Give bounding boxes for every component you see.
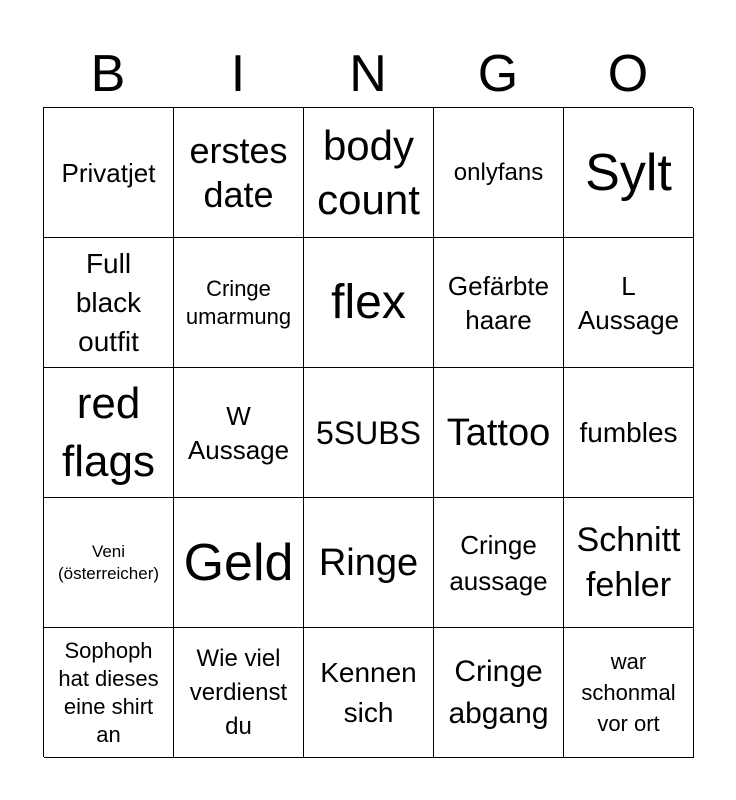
cell-text: Sylt bbox=[585, 143, 672, 202]
header-letter-n: N bbox=[349, 45, 387, 103]
bingo-cell[interactable] bbox=[304, 628, 434, 758]
cell-text: 5SUBS bbox=[316, 414, 421, 451]
bingo-cell[interactable] bbox=[44, 368, 174, 498]
cell-text: Ringe bbox=[318, 541, 419, 584]
bingo-cell[interactable] bbox=[174, 238, 304, 368]
cell-text: Veni (österreicher) bbox=[57, 541, 160, 583]
cell-text: erstes date bbox=[189, 129, 288, 215]
bingo-cell[interactable] bbox=[174, 368, 304, 498]
header-letter-g: G bbox=[477, 45, 519, 103]
bingo-cell[interactable] bbox=[434, 498, 564, 628]
bingo-cell[interactable] bbox=[44, 238, 174, 368]
bingo-cell[interactable] bbox=[304, 108, 434, 238]
cell-text: Wie viel verdienst du bbox=[189, 644, 288, 740]
cell-text: onlyfans bbox=[453, 158, 544, 186]
bingo-cell[interactable] bbox=[564, 368, 694, 498]
cell-text: L Aussage bbox=[577, 270, 680, 335]
cell-text: body count bbox=[317, 121, 420, 223]
cell-text: Privatjet bbox=[61, 157, 156, 188]
cell-text: Cringe aussage bbox=[449, 529, 548, 596]
bingo-cell[interactable] bbox=[174, 628, 304, 758]
bingo-cell[interactable] bbox=[564, 238, 694, 368]
bingo-header bbox=[43, 42, 693, 106]
bingo-cell[interactable] bbox=[434, 238, 564, 368]
cell-text: flex bbox=[331, 275, 406, 329]
bingo-cell[interactable] bbox=[44, 498, 174, 628]
bingo-cell[interactable] bbox=[564, 108, 694, 238]
bingo-cell[interactable] bbox=[304, 498, 434, 628]
cell-text: war schonmal vor ort bbox=[581, 649, 676, 736]
cell-text: Cringe abgang bbox=[448, 654, 549, 730]
header-letter-b: B bbox=[90, 45, 126, 103]
cell-text: Tattoo bbox=[446, 411, 551, 454]
cell-text: Gefärbte haare bbox=[447, 270, 550, 335]
header-letter-i: I bbox=[230, 45, 246, 103]
header-letter-o: O bbox=[607, 45, 649, 103]
bingo-cell[interactable] bbox=[304, 238, 434, 368]
bingo-cell[interactable] bbox=[564, 628, 694, 758]
cell-text: Kennen sich bbox=[320, 656, 417, 728]
bingo-cell[interactable] bbox=[174, 108, 304, 238]
bingo-cell[interactable] bbox=[44, 108, 174, 238]
bingo-cell[interactable] bbox=[564, 498, 694, 628]
bingo-cell[interactable] bbox=[434, 108, 564, 238]
bingo-cell[interactable] bbox=[434, 628, 564, 758]
cell-text: Schnitt fehler bbox=[576, 520, 681, 604]
bingo-grid bbox=[43, 107, 693, 757]
cell-text: Sophoph hat dieses eine shirt an bbox=[58, 637, 159, 747]
bingo-cell[interactable] bbox=[304, 368, 434, 498]
bingo-cell[interactable] bbox=[434, 368, 564, 498]
cell-text: fumbles bbox=[579, 416, 678, 448]
bingo-cell[interactable] bbox=[44, 628, 174, 758]
bingo-cell[interactable] bbox=[174, 498, 304, 628]
cell-text: Geld bbox=[183, 533, 294, 592]
cell-text: Cringe umarmung bbox=[185, 275, 292, 329]
cell-text: Full black outfit bbox=[75, 248, 142, 357]
cell-text: red flags bbox=[62, 378, 155, 486]
cell-text: W Aussage bbox=[187, 400, 290, 465]
